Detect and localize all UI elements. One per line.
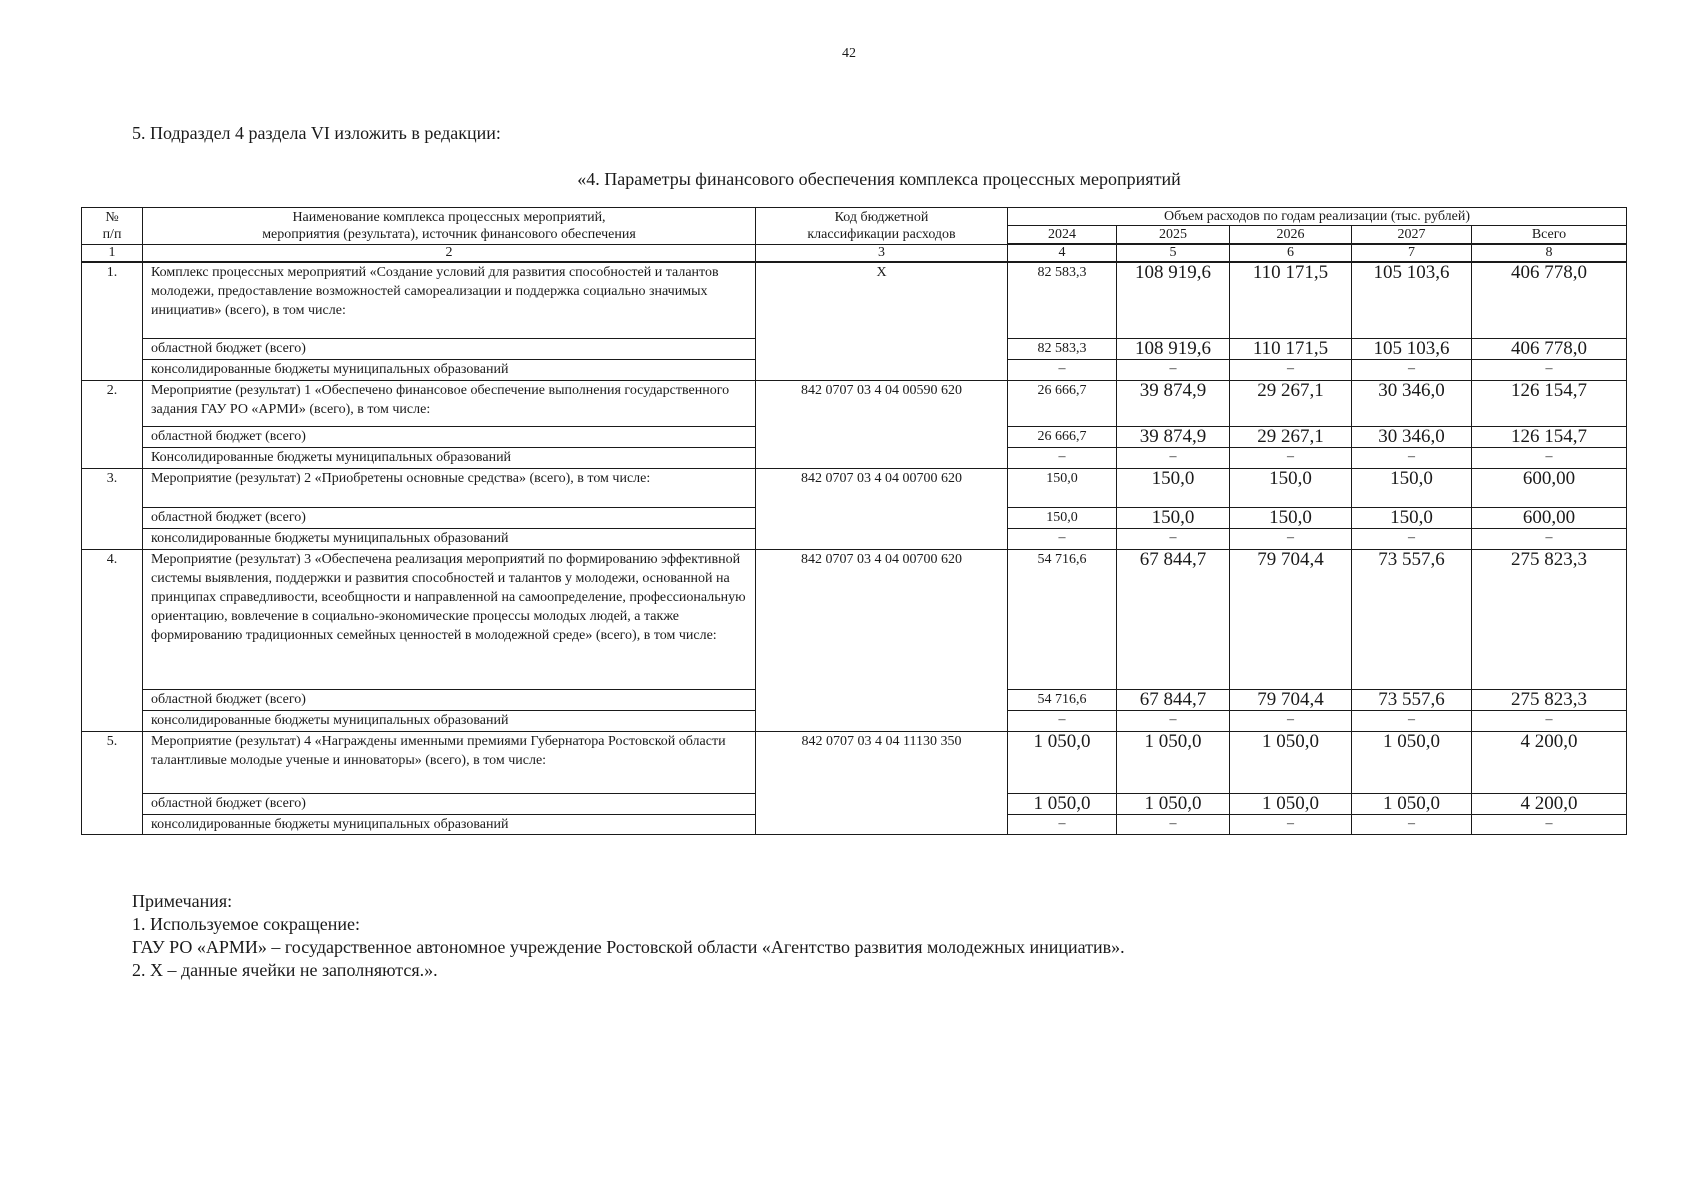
note-line: ГАУ РО «АРМИ» – государственное автономное учреждение Ростовской области «Агентство развития молодежных инициатив».	[132, 937, 1125, 957]
row-name: областной бюджет (всего)	[143, 426, 756, 447]
table-title: «4. Параметры финансового обеспечения комплекса процессных мероприятий	[577, 169, 1181, 189]
intro-paragraph: 5. Подраздел 4 раздела VI изложить в редакции:	[132, 123, 501, 143]
value-2025: 108 919,6	[1117, 262, 1230, 338]
value-2027: 30 346,0	[1352, 426, 1472, 447]
col-number: 1	[82, 244, 143, 262]
value-2026: –	[1230, 814, 1352, 834]
table-row-main	[82, 468, 1627, 507]
value-2024: 54 716,6	[1008, 549, 1117, 689]
budget-code: 842 0707 03 4 04 11130 350	[756, 731, 1008, 834]
value-2027: 73 557,6	[1352, 689, 1472, 710]
value-2025: 150,0	[1117, 468, 1230, 507]
value-2026: 1 050,0	[1230, 731, 1352, 793]
value-2025: 39 874,9	[1117, 426, 1230, 447]
value-2025: 67 844,7	[1117, 689, 1230, 710]
value-2027: 150,0	[1352, 468, 1472, 507]
value-2027: 150,0	[1352, 507, 1472, 528]
col-number: 8	[1472, 244, 1627, 262]
col-number: 7	[1352, 244, 1472, 262]
header-volume: Объем расходов по годам реализации (тыс. рублей)	[1008, 208, 1627, 226]
value-2025: 67 844,7	[1117, 549, 1230, 689]
row-name: Консолидированные бюджеты муниципальных образований	[143, 447, 756, 468]
value-total: –	[1472, 710, 1627, 731]
header-year-2027: 2027	[1352, 226, 1472, 245]
budget-code: 842 0707 03 4 04 00590 620	[756, 380, 1008, 468]
header-num: № п/п	[82, 208, 143, 245]
value-2026: 110 171,5	[1230, 262, 1352, 338]
value-2026: 110 171,5	[1230, 338, 1352, 359]
page-number: 42	[842, 46, 856, 61]
value-total: –	[1472, 814, 1627, 834]
value-2027: 105 103,6	[1352, 262, 1472, 338]
value-total: –	[1472, 359, 1627, 380]
value-2027: 105 103,6	[1352, 338, 1472, 359]
col-number: 2	[143, 244, 756, 262]
value-2026: 29 267,1	[1230, 426, 1352, 447]
header-name: Наименование комплекса процессных мероприятий, мероприятия (результата), источник финансового обеспечения	[143, 208, 756, 245]
note-line: 2. Х – данные ячейки не заполняются.».	[132, 960, 438, 980]
value-total: 126 154,7	[1472, 426, 1627, 447]
col-number: 3	[756, 244, 1008, 262]
row-name: консолидированные бюджеты муниципальных образований	[143, 528, 756, 549]
value-2026: –	[1230, 710, 1352, 731]
value-total: 406 778,0	[1472, 262, 1627, 338]
value-2025: –	[1117, 447, 1230, 468]
notes-title: Примечания:	[132, 891, 233, 911]
row-number: 2.	[82, 380, 143, 468]
value-2025: –	[1117, 710, 1230, 731]
budget-code: Х	[756, 262, 1008, 380]
header-year-2024: 2024	[1008, 226, 1117, 245]
value-2026: 79 704,4	[1230, 549, 1352, 689]
value-2027: –	[1352, 447, 1472, 468]
value-2024: 1 050,0	[1008, 793, 1117, 814]
value-2026: 150,0	[1230, 507, 1352, 528]
col-number: 5	[1117, 244, 1230, 262]
table-row-main	[82, 731, 1627, 793]
value-2026: –	[1230, 359, 1352, 380]
row-name: Мероприятие (результат) 2 «Приобретены основные средства» (всего), в том числе:	[143, 468, 756, 507]
value-total: –	[1472, 528, 1627, 549]
row-name: областной бюджет (всего)	[143, 793, 756, 814]
row-number: 4.	[82, 549, 143, 731]
value-total: –	[1472, 447, 1627, 468]
value-2027: 30 346,0	[1352, 380, 1472, 426]
table-row-main	[82, 262, 1627, 338]
col-number: 4	[1008, 244, 1117, 262]
row-number: 5.	[82, 731, 143, 834]
value-2024: –	[1008, 447, 1117, 468]
value-2024: 150,0	[1008, 468, 1117, 507]
value-2025: 1 050,0	[1117, 731, 1230, 793]
value-2025: 39 874,9	[1117, 380, 1230, 426]
value-2025: 1 050,0	[1117, 793, 1230, 814]
value-2026: –	[1230, 528, 1352, 549]
value-2024: 82 583,3	[1008, 338, 1117, 359]
value-2026: 29 267,1	[1230, 380, 1352, 426]
value-2027: –	[1352, 814, 1472, 834]
value-2024: 150,0	[1008, 507, 1117, 528]
header-year-2025: 2025	[1117, 226, 1230, 245]
table-row-main	[82, 380, 1627, 426]
value-2027: 1 050,0	[1352, 793, 1472, 814]
value-2024: 26 666,7	[1008, 426, 1117, 447]
header-total: Всего	[1472, 226, 1627, 245]
value-2024: –	[1008, 710, 1117, 731]
row-name: консолидированные бюджеты муниципальных образований	[143, 359, 756, 380]
value-2027: –	[1352, 710, 1472, 731]
row-name: Мероприятие (результат) 4 «Награждены именными премиями Губернатора Ростовской области талантливые молодые ученые и инноваторы» (всего), в том числе:	[143, 731, 756, 793]
value-total: 600,00	[1472, 468, 1627, 507]
value-total: 4 200,0	[1472, 731, 1627, 793]
row-name: Комплекс процессных мероприятий «Создание условий для развития способностей и талантов молодежи, предоставление возможностей самореализации и поддержка социально значимых инициатив» (всего), в том числе:	[143, 262, 756, 338]
row-name: областной бюджет (всего)	[143, 338, 756, 359]
value-2024: –	[1008, 528, 1117, 549]
value-2024: 54 716,6	[1008, 689, 1117, 710]
value-2026: 1 050,0	[1230, 793, 1352, 814]
value-2024: –	[1008, 359, 1117, 380]
value-2027: –	[1352, 528, 1472, 549]
value-2024: 82 583,3	[1008, 262, 1117, 338]
value-total: 406 778,0	[1472, 338, 1627, 359]
value-total: 126 154,7	[1472, 380, 1627, 426]
value-2026: 79 704,4	[1230, 689, 1352, 710]
budget-code: 842 0707 03 4 04 00700 620	[756, 549, 1008, 731]
row-number: 3.	[82, 468, 143, 549]
notes	[132, 890, 1125, 982]
value-2026: –	[1230, 447, 1352, 468]
value-2027: 1 050,0	[1352, 731, 1472, 793]
table-row-main	[82, 549, 1627, 689]
value-2025: 150,0	[1117, 507, 1230, 528]
value-2025: –	[1117, 359, 1230, 380]
row-name: областной бюджет (всего)	[143, 507, 756, 528]
value-total: 275 823,3	[1472, 689, 1627, 710]
row-name: областной бюджет (всего)	[143, 689, 756, 710]
row-name: консолидированные бюджеты муниципальных образований	[143, 710, 756, 731]
value-2024: 1 050,0	[1008, 731, 1117, 793]
value-2025: –	[1117, 528, 1230, 549]
row-name: Мероприятие (результат) 3 «Обеспечена реализация мероприятий по формированию эффективной системы выявления, поддержки и развития способностей и талантов у молодежи, основанной на принципах справедливости, всеобщности и направленной на самоопределение, профессиональную ориентацию, вовлечение в социально-экономические процессы молодых людей, а также формированию традиционных семейных ценностей в молодежной среде» (всего), в том числе:	[143, 549, 756, 689]
value-2026: 150,0	[1230, 468, 1352, 507]
value-2025: 108 919,6	[1117, 338, 1230, 359]
budget-code: 842 0707 03 4 04 00700 620	[756, 468, 1008, 549]
note-line: 1. Используемое сокращение:	[132, 914, 360, 934]
row-name: консолидированные бюджеты муниципальных образований	[143, 814, 756, 834]
header-code: Код бюджетной классификации расходов	[756, 208, 1008, 245]
row-name: Мероприятие (результат) 1 «Обеспечено финансовое обеспечение выполнения государственного задания ГАУ РО «АРМИ» (всего), в том числе:	[143, 380, 756, 426]
col-number: 6	[1230, 244, 1352, 262]
value-2024: 26 666,7	[1008, 380, 1117, 426]
value-2027: 73 557,6	[1352, 549, 1472, 689]
financing-table	[81, 207, 1627, 835]
value-total: 600,00	[1472, 507, 1627, 528]
value-2027: –	[1352, 359, 1472, 380]
header-year-2026: 2026	[1230, 226, 1352, 245]
value-2025: –	[1117, 814, 1230, 834]
value-total: 275 823,3	[1472, 549, 1627, 689]
value-total: 4 200,0	[1472, 793, 1627, 814]
row-number: 1.	[82, 262, 143, 380]
value-2024: –	[1008, 814, 1117, 834]
